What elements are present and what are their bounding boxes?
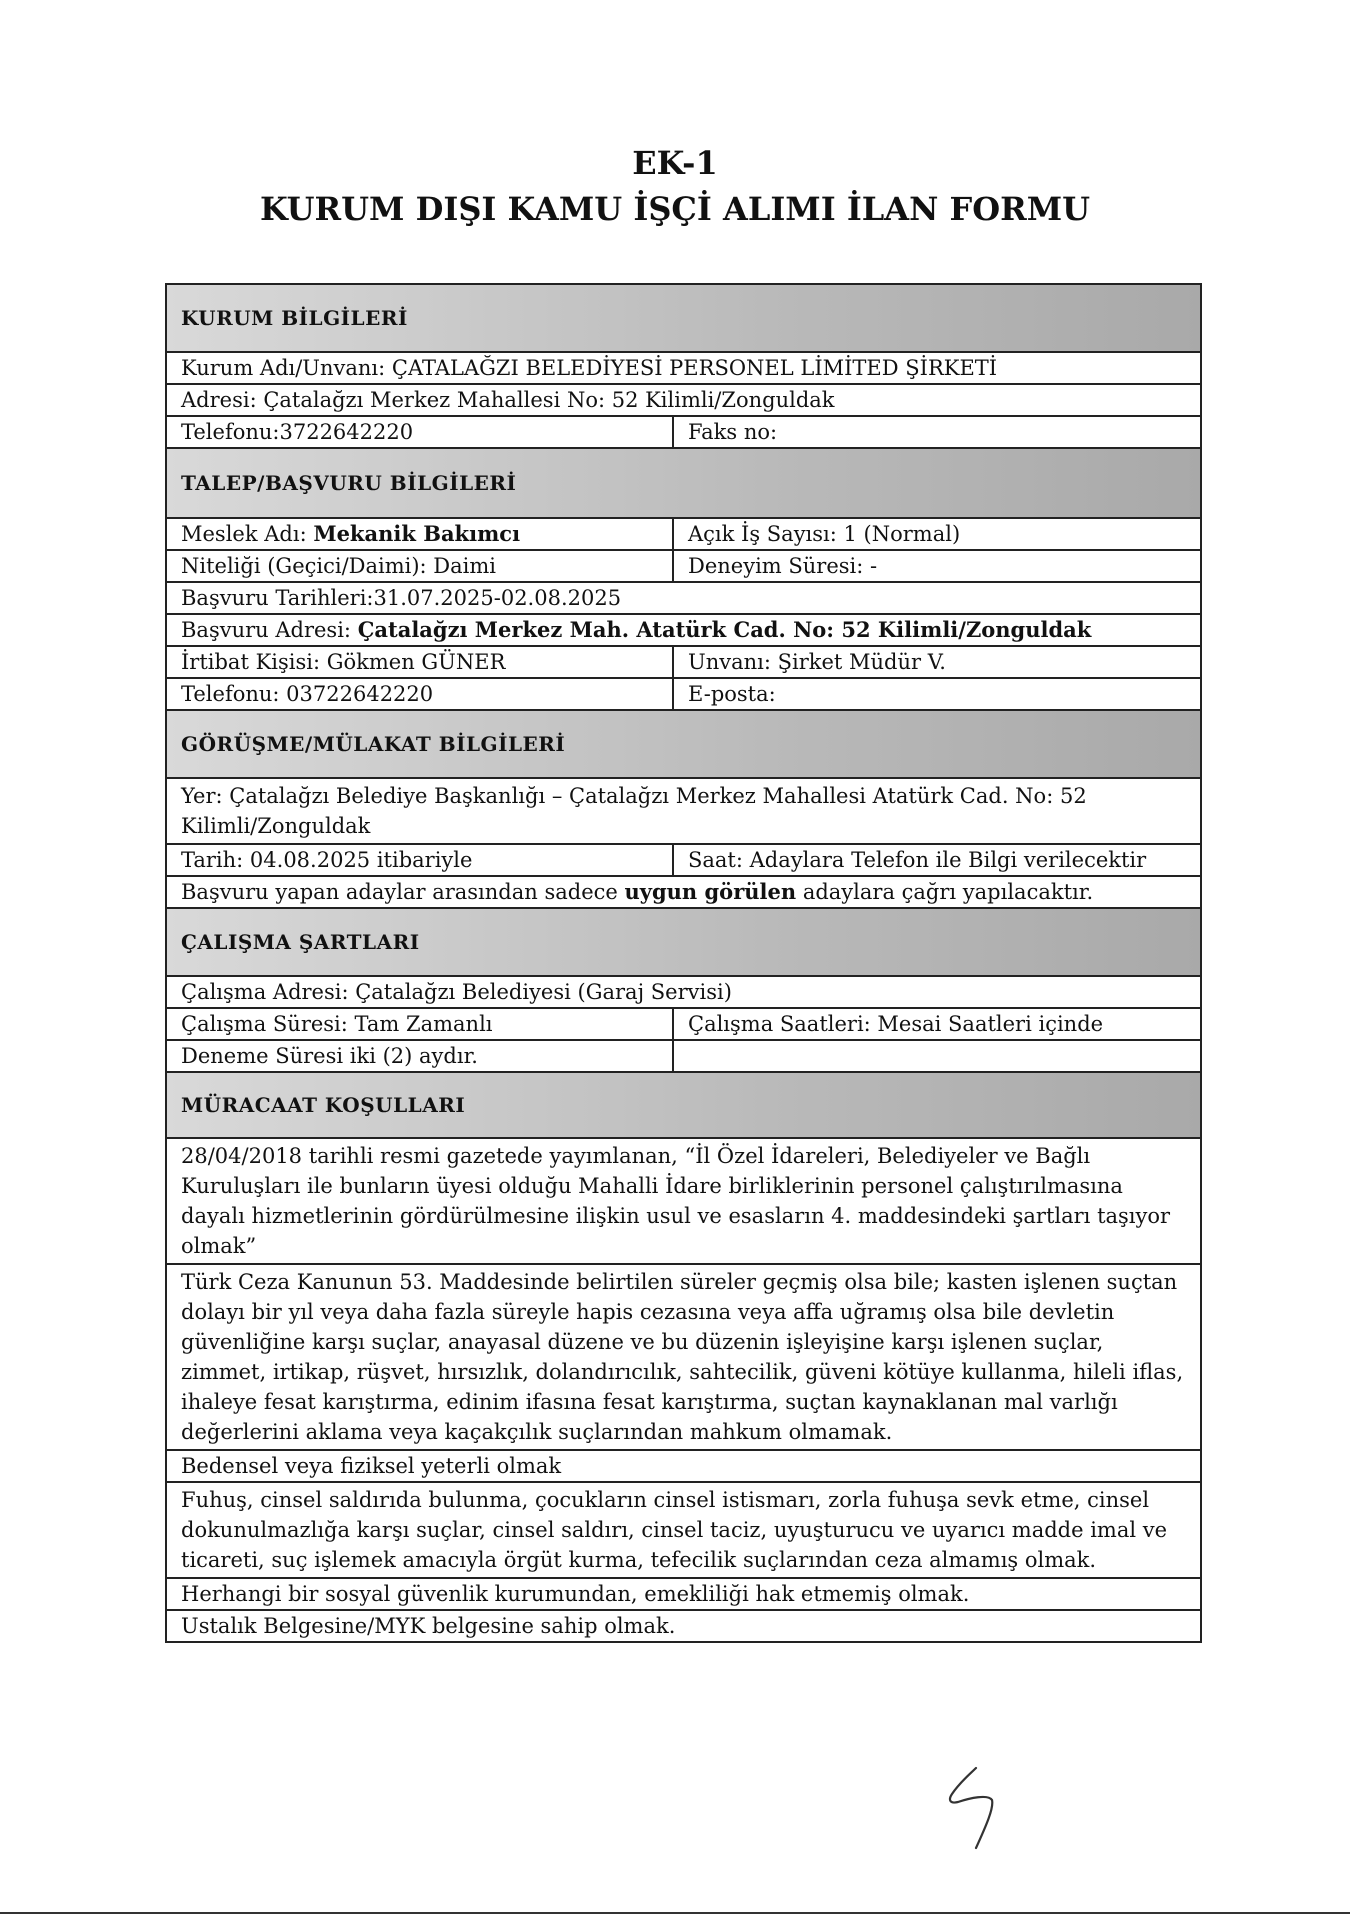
section-calisma-header [167, 909, 1200, 977]
muracaat-item: Fuhuş, cinsel saldırıda bulunma, çocukların cinsel istismarı, zorla fuhuşa sevk etme, cinsel dokunulmazlığa karşı suçlar, cinsel saldırı, cinsel taciz, uyuşturucu ve uyarıcı madde imal ve ticareti, suç işlemek amacıyla örgüt kurma, tefecilik suçlarından ceza almamış olmak. [181, 1488, 1168, 1572]
muracaat-item-row [167, 1265, 1200, 1451]
gorusme-not-row [167, 877, 1200, 909]
gorusme-not-bold: uygun görülen [624, 879, 797, 904]
section-calisma-title: ÇALIŞMA ŞARTLARI [181, 930, 420, 954]
talep-nitelik-row [167, 551, 1200, 583]
talep-meslek-label: Meslek Adı: [181, 522, 314, 546]
calisma-deneme-row [167, 1041, 1200, 1073]
muracaat-item-row [167, 1579, 1200, 1611]
kurum-address: Adresi: Çatalağzı Merkez Mahallesi No: 52 Kilimli/Zonguldak [181, 388, 835, 412]
signature-stroke [950, 1768, 992, 1848]
muracaat-item-row [167, 1451, 1200, 1483]
kurum-name-row [167, 353, 1200, 385]
talep-adres [167, 615, 1200, 645]
talep-irtibat-row [167, 647, 1200, 679]
talep-telefon: Telefonu: 03722642220 [167, 679, 674, 709]
muracaat-item-row [167, 1611, 1200, 1641]
kurum-address-row [167, 385, 1200, 417]
annex-label: EK-1 [632, 144, 718, 182]
talep-acik-is: Açık İş Sayısı: 1 (Normal) [688, 522, 961, 546]
section-kurum-header [167, 285, 1200, 353]
section-talep-header [167, 449, 1200, 519]
gorusme-saat: Saat: Adaylara Telefon ile Bilgi verilecektir [688, 848, 1147, 872]
handwritten-signature [930, 1760, 1010, 1855]
talep-adres-value: Çatalağzı Merkez Mah. Atatürk Cad. No: 52 Kilimli/Zonguldak [357, 617, 1092, 642]
section-gorusme-header [167, 711, 1200, 779]
muracaat-item: Türk Ceza Kanunun 53. Maddesinde belirtilen süreler geçmiş olsa bile; kasten işlenen suçtan dolayı bir yıl veya daha fazla süreyle hapis cezasına veya affa uğramış olsa bile devletin güvenliğine karşı suçlar, anayasal düzene ve bu düzenin işleyişine karşı işlenen suçlar, zimmet, irtikap, rüşvet, hırsızlık, dolandırıcılık, sahtecilik, güveni kötüye kullanma, hileli iflas, ihaleye fesat karıştırma, edinim ifasına fesat karıştırma, suçtan kaynaklanan mal varlığı değerlerini aklama veya kaçakçılık suçlarından mahkum olmamak. [181, 1270, 1184, 1444]
gorusme-not-post: adaylara çağrı yapılacaktır. [796, 880, 1094, 904]
calisma-sure-row [167, 1009, 1200, 1041]
talep-iletisim-row [167, 679, 1200, 711]
calisma-saatler: Çalışma Saatleri: Mesai Saatleri içinde [688, 1012, 1104, 1036]
gorusme-not [167, 877, 1200, 907]
gorusme-not-pre: Başvuru yapan adaylar arasından sadece [181, 880, 625, 904]
kurum-fax: Faks no: [688, 420, 778, 444]
talep-deneyim: Deneyim Süresi: - [688, 554, 878, 578]
section-muracaat-title: MÜRACAAT KOŞULLARI [181, 1093, 466, 1117]
talep-adres-label: Başvuru Adresi: [181, 618, 358, 642]
section-talep-title: TALEP/BAŞVURU BİLGİLERİ [181, 471, 517, 495]
calisma-adres: Çalışma Adresi: Çatalağzı Belediyesi (Garaj Servisi) [181, 980, 732, 1004]
talep-meslek [167, 519, 674, 549]
talep-unvan: Unvanı: Şirket Müdür V. [688, 650, 946, 674]
talep-eposta: E-posta: [688, 682, 776, 706]
bottom-edge-line [0, 1912, 1350, 1914]
muracaat-item-row [167, 1139, 1200, 1265]
section-kurum-title: KURUM BİLGİLERİ [181, 306, 408, 330]
talep-adres-row [167, 615, 1200, 647]
talep-irtibat: İrtibat Kişisi: Gökmen GÜNER [167, 647, 674, 677]
talep-meslek-value: Mekanik Bakımcı [313, 521, 521, 546]
calisma-sure: Çalışma Süresi: Tam Zamanlı [167, 1009, 674, 1039]
talep-meslek-row [167, 519, 1200, 551]
muracaat-item: Bedensel veya fiziksel yeterli olmak [181, 1454, 562, 1478]
document-title-block [0, 140, 1350, 232]
calisma-empty-cell [674, 1041, 1200, 1071]
gorusme-yer-row [167, 779, 1200, 845]
kurum-contact-row [167, 417, 1200, 449]
kurum-name: Kurum Adı/Unvanı: ÇATALAĞZI BELEDİYESİ PERSONEL LİMİTED ŞİRKETİ [181, 356, 998, 380]
talep-tarih-row [167, 583, 1200, 615]
kurum-phone: Telefonu:3722642220 [167, 417, 674, 447]
section-gorusme-title: GÖRÜŞME/MÜLAKAT BİLGİLERİ [181, 732, 566, 756]
form-title: KURUM DIŞI KAMU İŞÇİ ALIMI İLAN FORMU [259, 190, 1091, 228]
calisma-deneme: Deneme Süresi iki (2) aydır. [167, 1041, 674, 1071]
section-muracaat-header [167, 1073, 1200, 1139]
muracaat-item: 28/04/2018 tarihli resmi gazetede yayımlanan, “İl Özel İdareleri, Belediyeler ve Bağlı Kuruluşları ile bunların üyesi olduğu Mahalli İdare birliklerinin personel çalıştırılmasına dayalı hizmetlerinin gördürülmesine ilişkin usul ve esasların 4. maddesindeki şartları taşıyor olmak” [181, 1144, 1171, 1258]
gorusme-yer: Yer: Çatalağzı Belediye Başkanlığı – Çatalağzı Merkez Mahallesi Atatürk Cad. No: 52 Kilimli/Zonguldak [181, 784, 1087, 838]
gorusme-tarih: Tarih: 04.08.2025 itibariyle [167, 845, 674, 875]
job-posting-form [165, 283, 1202, 1643]
calisma-adres-row [167, 977, 1200, 1009]
muracaat-item: Ustalık Belgesine/MYK belgesine sahip olmak. [181, 1614, 676, 1638]
muracaat-item-row [167, 1483, 1200, 1579]
gorusme-zaman-row [167, 845, 1200, 877]
muracaat-item: Herhangi bir sosyal güvenlik kurumundan, emekliliği hak etmemiş olmak. [181, 1582, 970, 1606]
talep-tarihler: Başvuru Tarihleri:31.07.2025-02.08.2025 [181, 586, 622, 610]
talep-niteligi: Niteliği (Geçici/Daimi): Daimi [167, 551, 674, 581]
